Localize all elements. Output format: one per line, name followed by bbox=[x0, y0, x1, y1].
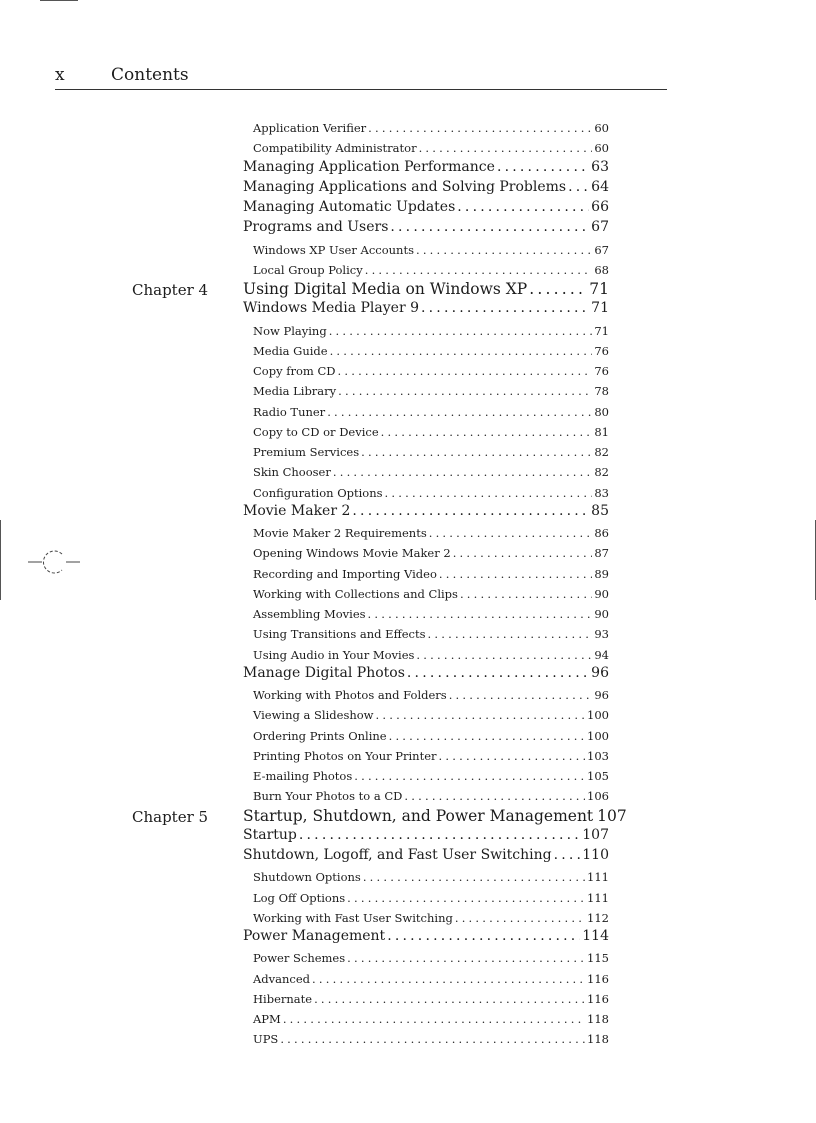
entry-title: Advanced bbox=[253, 971, 311, 986]
entry-page-number: 106 bbox=[587, 789, 609, 804]
dot-leader bbox=[352, 769, 585, 783]
entry-page-number: 67 bbox=[591, 219, 609, 236]
toc-subsection-entry bbox=[0, 240, 816, 260]
entry-page-number: 87 bbox=[594, 546, 609, 561]
entry-title: Premium Services bbox=[253, 445, 360, 459]
toc-line bbox=[243, 665, 609, 681]
toc-line bbox=[253, 607, 609, 621]
entry-title: Opening Windows Movie Maker 2 bbox=[253, 546, 451, 561]
entry-title: Printing Photos on Your Printer bbox=[253, 748, 437, 763]
toc-subsection-entry bbox=[0, 705, 816, 725]
toc-subsection-entry bbox=[0, 462, 816, 482]
toc-line bbox=[253, 749, 609, 763]
toc-subsection-entry bbox=[0, 402, 816, 422]
dot-leader bbox=[437, 749, 586, 763]
toc-subsection-entry bbox=[0, 381, 816, 401]
entry-title: Power Schemes bbox=[253, 951, 346, 966]
dot-leader bbox=[331, 465, 593, 479]
entry-title: Radio Tuner bbox=[253, 404, 326, 419]
entry-page-number: 103 bbox=[587, 748, 609, 763]
toc-section-entry bbox=[0, 827, 816, 847]
toc-subsection-entry bbox=[0, 969, 816, 989]
toc-subsection-entry bbox=[0, 746, 816, 766]
entry-title: Startup bbox=[243, 826, 297, 843]
entry-page-number: 76 bbox=[594, 364, 609, 378]
entry-title: Burn Your Photos to a CD bbox=[253, 789, 403, 804]
entry-page-number: 115 bbox=[587, 951, 609, 966]
entry-page-number: 107 bbox=[597, 806, 627, 825]
entry-page-number: 89 bbox=[594, 566, 609, 581]
entry-title: Managing Application Performance bbox=[243, 158, 495, 175]
toc-line bbox=[253, 708, 609, 722]
dot-leader bbox=[366, 121, 592, 135]
dot-leader bbox=[458, 587, 592, 601]
toc-line bbox=[243, 179, 609, 195]
toc-subsection-entry bbox=[0, 989, 816, 1009]
entry-title: Compatibility Administrator bbox=[253, 141, 417, 156]
entry-page-number: 96 bbox=[594, 688, 609, 702]
entry-title: Windows XP User Accounts bbox=[253, 242, 414, 257]
toc-line bbox=[253, 486, 609, 500]
toc-subsection-entry bbox=[0, 442, 816, 462]
entry-page-number: 105 bbox=[587, 769, 609, 783]
entry-page-number: 60 bbox=[594, 141, 609, 156]
entry-page-number: 114 bbox=[582, 928, 609, 944]
entry-title: Movie Maker 2 Requirements bbox=[253, 526, 427, 540]
entry-page-number: 66 bbox=[591, 199, 609, 215]
toc-line bbox=[253, 789, 609, 803]
dot-leader bbox=[419, 300, 589, 316]
toc-subsection-entry bbox=[0, 645, 816, 665]
entry-title: Skin Chooser bbox=[253, 465, 331, 480]
dot-leader bbox=[447, 688, 593, 702]
toc-line bbox=[243, 300, 609, 316]
entry-title: Assembling Movies bbox=[253, 607, 366, 621]
dot-leader bbox=[328, 344, 593, 358]
toc-subsection-entry bbox=[0, 766, 816, 786]
entry-title: Shutdown Options bbox=[253, 870, 361, 885]
toc-subsection-entry bbox=[0, 422, 816, 442]
page-number: x bbox=[55, 65, 65, 85]
toc-line bbox=[253, 141, 609, 155]
toc-line bbox=[253, 567, 609, 581]
toc-line bbox=[253, 972, 609, 986]
toc-subsection-entry bbox=[0, 321, 816, 341]
entry-title: Programs and Users bbox=[243, 219, 389, 236]
dot-leader bbox=[405, 665, 589, 681]
toc-line bbox=[253, 992, 609, 1006]
entry-title: Configuration Options bbox=[253, 485, 383, 500]
entry-page-number: 68 bbox=[594, 262, 609, 277]
toc-subsection-entry bbox=[0, 685, 816, 705]
header-title: Contents bbox=[111, 65, 189, 85]
chapter-label: Chapter 5 bbox=[132, 807, 209, 826]
toc-line bbox=[253, 911, 609, 925]
toc-subsection-entry bbox=[0, 118, 816, 138]
entry-title: Local Group Policy bbox=[253, 262, 363, 277]
toc-line bbox=[253, 688, 609, 702]
toc-line bbox=[253, 405, 609, 419]
dot-leader bbox=[388, 219, 589, 235]
entry-page-number: 100 bbox=[587, 728, 609, 743]
dot-leader bbox=[312, 992, 585, 1006]
toc-line bbox=[253, 1012, 609, 1026]
toc-subsection-entry bbox=[0, 867, 816, 887]
toc-line bbox=[253, 465, 609, 479]
toc-line bbox=[253, 344, 609, 358]
entry-title: Working with Fast User Switching bbox=[253, 910, 453, 925]
toc-section-entry bbox=[0, 179, 816, 199]
dot-leader bbox=[366, 607, 593, 621]
entry-page-number: 71 bbox=[591, 300, 609, 317]
entry-page-number: 90 bbox=[594, 607, 609, 621]
entry-page-number: 111 bbox=[587, 890, 609, 905]
dot-leader bbox=[361, 870, 585, 884]
entry-page-number: 86 bbox=[594, 526, 609, 540]
entry-page-number: 116 bbox=[587, 991, 609, 1006]
dot-leader bbox=[427, 526, 593, 540]
toc-subsection-entry bbox=[0, 483, 816, 503]
toc-subsection-entry bbox=[0, 1029, 816, 1049]
entry-title: Using Transitions and Effects bbox=[253, 627, 426, 642]
dot-leader bbox=[437, 567, 592, 581]
dot-leader bbox=[325, 405, 592, 419]
dot-leader bbox=[336, 364, 593, 378]
toc-line bbox=[253, 243, 609, 257]
entry-page-number: 83 bbox=[594, 485, 609, 500]
toc-line bbox=[243, 159, 609, 175]
toc-subsection-entry bbox=[0, 1009, 816, 1029]
dot-leader bbox=[417, 141, 593, 155]
entry-title: Copy from CD bbox=[253, 364, 336, 378]
entry-title: Media Library bbox=[253, 384, 337, 399]
toc-section-entry bbox=[0, 300, 816, 320]
running-header bbox=[55, 63, 667, 90]
toc-section-entry bbox=[0, 665, 816, 685]
dot-leader bbox=[414, 243, 592, 257]
toc-chapter-entry bbox=[0, 280, 816, 302]
dot-leader bbox=[455, 199, 589, 215]
toc-subsection-entry bbox=[0, 341, 816, 361]
entry-title: Copy to CD or Device bbox=[253, 424, 379, 439]
entry-page-number: 78 bbox=[594, 384, 609, 399]
toc-section-entry bbox=[0, 199, 816, 219]
toc-section-entry bbox=[0, 928, 816, 948]
entry-title: E-mailing Photos bbox=[253, 769, 353, 783]
entry-title: Recording and Importing Video bbox=[253, 566, 437, 581]
dot-leader bbox=[281, 1012, 585, 1026]
entry-page-number: 107 bbox=[582, 826, 609, 843]
dot-leader bbox=[327, 324, 593, 338]
entry-title: Application Verifier bbox=[253, 121, 367, 135]
toc-line bbox=[253, 769, 609, 783]
entry-page-number: 60 bbox=[594, 121, 609, 135]
toc-line bbox=[253, 546, 609, 560]
entry-title: Log Off Options bbox=[253, 890, 346, 905]
dot-leader bbox=[363, 263, 593, 277]
entry-page-number: 71 bbox=[594, 323, 609, 338]
dot-leader bbox=[385, 928, 580, 944]
dot-leader bbox=[495, 159, 589, 175]
toc-subsection-entry bbox=[0, 523, 816, 543]
toc-subsection-entry bbox=[0, 624, 816, 644]
dot-leader bbox=[414, 648, 592, 662]
toc-line bbox=[243, 928, 609, 944]
entry-page-number: 118 bbox=[587, 1012, 609, 1026]
toc-subsection-entry bbox=[0, 260, 816, 280]
entry-title: Managing Automatic Updates bbox=[243, 199, 456, 215]
entry-page-number: 80 bbox=[594, 404, 609, 419]
dot-leader bbox=[383, 486, 593, 500]
entry-title: Viewing a Slideshow bbox=[253, 708, 374, 723]
toc-subsection-entry bbox=[0, 786, 816, 806]
toc-section-entry bbox=[0, 847, 816, 867]
dot-leader bbox=[336, 384, 592, 398]
toc-subsection-entry bbox=[0, 604, 816, 624]
toc-subsection-entry bbox=[0, 138, 816, 158]
entry-title: Ordering Prints Online bbox=[253, 728, 387, 743]
entry-page-number: 118 bbox=[587, 1032, 609, 1047]
dot-leader bbox=[527, 280, 587, 298]
entry-page-number: 82 bbox=[594, 445, 609, 459]
entry-page-number: 63 bbox=[591, 158, 609, 175]
dot-leader bbox=[451, 546, 593, 560]
toc-line bbox=[253, 121, 609, 135]
toc-subsection-entry bbox=[0, 584, 816, 604]
entry-title: Using Digital Media on Windows XP bbox=[243, 280, 528, 298]
toc-line bbox=[243, 199, 609, 215]
toc-line bbox=[243, 806, 627, 825]
dot-leader bbox=[297, 827, 580, 843]
entry-title: Startup, Shutdown, and Power Management bbox=[243, 806, 594, 825]
entry-title: Windows Media Player 9 bbox=[243, 300, 419, 317]
entry-title: Using Audio in Your Movies bbox=[253, 647, 415, 662]
entry-title: APM bbox=[253, 1012, 281, 1026]
toc-line bbox=[243, 280, 609, 298]
toc-subsection-entry bbox=[0, 948, 816, 968]
toc-section-entry bbox=[0, 219, 816, 239]
dot-leader bbox=[278, 1032, 585, 1046]
toc-line bbox=[253, 263, 609, 277]
dot-leader bbox=[426, 627, 593, 641]
entry-title: Manage Digital Photos bbox=[243, 664, 405, 681]
toc-subsection-entry bbox=[0, 888, 816, 908]
dot-leader bbox=[402, 789, 585, 803]
dot-leader bbox=[345, 951, 585, 965]
entry-title: UPS bbox=[253, 1032, 279, 1047]
dot-leader bbox=[345, 891, 585, 905]
toc-section-entry bbox=[0, 159, 816, 179]
entry-title: Managing Applications and Solving Problems bbox=[243, 178, 567, 195]
entry-title: Shutdown, Logoff, and Fast User Switching bbox=[243, 847, 552, 863]
entry-page-number: 116 bbox=[587, 971, 609, 986]
entry-page-number: 112 bbox=[587, 910, 609, 925]
entry-page-number: 100 bbox=[587, 708, 609, 723]
toc-line bbox=[253, 627, 609, 641]
toc-subsection-entry bbox=[0, 543, 816, 563]
dot-leader bbox=[350, 503, 589, 519]
toc-section-entry bbox=[0, 503, 816, 523]
toc-line bbox=[253, 729, 609, 743]
toc-line bbox=[253, 587, 609, 601]
dot-leader bbox=[379, 425, 593, 439]
toc-subsection-entry bbox=[0, 726, 816, 746]
entry-page-number: 94 bbox=[594, 647, 609, 662]
entry-page-number: 67 bbox=[594, 242, 609, 257]
toc-line bbox=[253, 648, 609, 662]
entry-page-number: 110 bbox=[582, 847, 609, 863]
toc-line bbox=[253, 384, 609, 398]
chapter-label: Chapter 4 bbox=[132, 281, 209, 299]
toc-line bbox=[253, 445, 609, 459]
dot-leader bbox=[453, 911, 585, 925]
toc-line bbox=[253, 1032, 609, 1046]
toc-line bbox=[253, 891, 609, 905]
entry-page-number: 93 bbox=[594, 627, 609, 642]
entry-title: Working with Photos and Folders bbox=[253, 688, 447, 702]
dot-leader bbox=[566, 179, 589, 195]
dot-leader bbox=[552, 847, 581, 863]
toc-subsection-entry bbox=[0, 908, 816, 928]
entry-page-number: 111 bbox=[587, 870, 609, 885]
dot-leader bbox=[359, 445, 592, 459]
entry-title: Working with Collections and Clips bbox=[253, 586, 458, 601]
toc-chapter-entry bbox=[0, 807, 816, 829]
toc-line bbox=[243, 503, 609, 519]
entry-title: Now Playing bbox=[253, 323, 327, 338]
toc-line bbox=[243, 827, 609, 843]
toc-line bbox=[253, 324, 609, 338]
entry-title: Media Guide bbox=[253, 343, 328, 358]
toc-subsection-entry bbox=[0, 564, 816, 584]
entry-page-number: 81 bbox=[594, 424, 609, 439]
entry-page-number: 76 bbox=[594, 343, 609, 358]
entry-page-number: 85 bbox=[591, 502, 609, 519]
toc-subsection-entry bbox=[0, 361, 816, 381]
dot-leader bbox=[387, 729, 585, 743]
toc-line bbox=[253, 870, 609, 884]
toc-line bbox=[253, 951, 609, 965]
entry-title: Hibernate bbox=[253, 991, 313, 1006]
toc-line bbox=[253, 526, 609, 540]
entry-page-number: 90 bbox=[594, 586, 609, 601]
entry-page-number: 96 bbox=[591, 664, 609, 681]
toc-line bbox=[253, 364, 609, 378]
toc-line bbox=[243, 847, 609, 863]
entry-page-number: 64 bbox=[591, 178, 609, 195]
entry-page-number: 71 bbox=[589, 280, 609, 298]
entry-title: Power Management bbox=[243, 928, 386, 944]
dot-leader bbox=[374, 708, 586, 722]
entry-title: Movie Maker 2 bbox=[243, 502, 351, 519]
entry-page-number: 82 bbox=[594, 465, 609, 480]
crop-mark-top bbox=[40, 0, 78, 1]
toc-line bbox=[243, 219, 609, 235]
toc-line bbox=[253, 425, 609, 439]
dot-leader bbox=[310, 972, 585, 986]
